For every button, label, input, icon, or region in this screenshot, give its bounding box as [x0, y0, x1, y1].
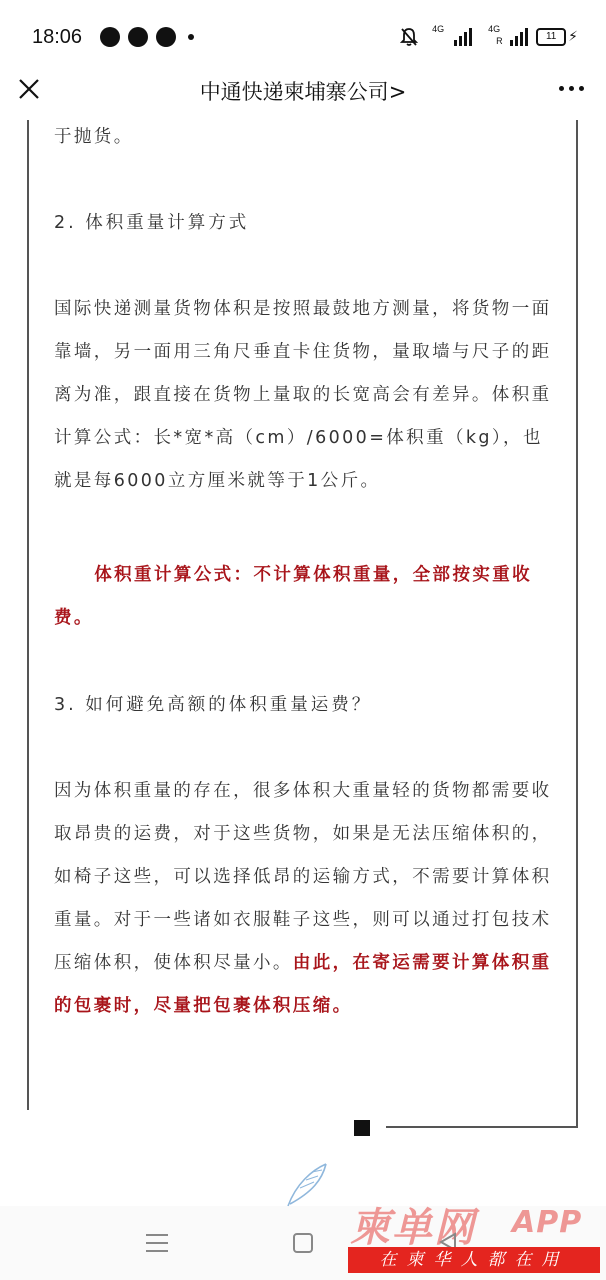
- frame-border-right: [576, 120, 578, 1128]
- charging-icon: ⚡: [568, 29, 578, 45]
- status-time: 18:06: [32, 26, 83, 48]
- page-title-text: 中通快递柬埔寨公司: [199, 80, 389, 104]
- app-icon: [156, 27, 176, 47]
- paragraph-avoid-fees-highlight: 由此，在寄运需要计算体积重的包裹时，尽量把包裹体积压缩。: [54, 953, 552, 1016]
- paragraph-avoid-fees-text: 因为体积重量的存在，很多体积大重量轻的货物都需要收取昂贵的运费，对于这些货物，如果是无法压缩体积的，如椅子这些，可以选择低昂的运输方式，不需要计算体积重量。对于一些诸如衣服鞋子这些，则可以通过打包技术压缩体积，使体积尽量小。: [54, 781, 552, 973]
- more-icon[interactable]: [559, 86, 584, 91]
- battery-level: 11: [536, 28, 566, 46]
- paragraph-continued: 于抛货。: [54, 127, 134, 147]
- mute-bell-icon: [400, 27, 418, 47]
- signal-icon: [488, 24, 528, 46]
- notification-dot-icon: [188, 34, 194, 40]
- title-bar: [0, 70, 606, 120]
- paragraph-formula-note: 体积重计算公式：不计算体积重量，全部按实重收费。: [54, 565, 533, 628]
- roaming-label: R: [496, 36, 503, 46]
- frame-corner-square: [354, 1120, 370, 1136]
- wechat-icon: [100, 27, 120, 47]
- home-icon[interactable]: [293, 1233, 313, 1253]
- section-heading-3: 3. 如何避免高额的体积重量运费？: [54, 695, 373, 715]
- frame-border-bottom: [386, 1126, 578, 1128]
- feather-logo-icon: [282, 1162, 332, 1212]
- menu-icon[interactable]: [146, 1234, 168, 1252]
- page-title[interactable]: [0, 76, 606, 106]
- network-label: 4G: [432, 24, 445, 34]
- article-content: [0, 120, 606, 1210]
- paragraph-volume-measurement: 国际快递测量货物体积是按照最鼓地方测量，将货物一面靠墙，另一面用三角尺垂直卡住货物，量取墙与尺子的距离为准，跟直接在货物上量取的长宽高会有差异。体积重计算公式：长*宽*高（cm）/6000=体积重（kg），也就是每6000立方厘米就等于1公斤。: [54, 299, 552, 491]
- paragraph-avoid-fees: [54, 770, 554, 1028]
- battery-icon: [536, 28, 578, 46]
- status-bar: [0, 0, 606, 70]
- watermark-slogan: 在柬华人都在用: [348, 1247, 600, 1273]
- network-label: 4G: [488, 24, 501, 34]
- messenger-icon: [128, 27, 148, 47]
- chevron-right-icon: >: [388, 80, 407, 104]
- signal-icon: [432, 24, 472, 46]
- status-indicators: [400, 24, 578, 50]
- frame-border-left: [27, 120, 29, 1110]
- section-heading-2: 2. 体积重量计算方式: [54, 213, 250, 233]
